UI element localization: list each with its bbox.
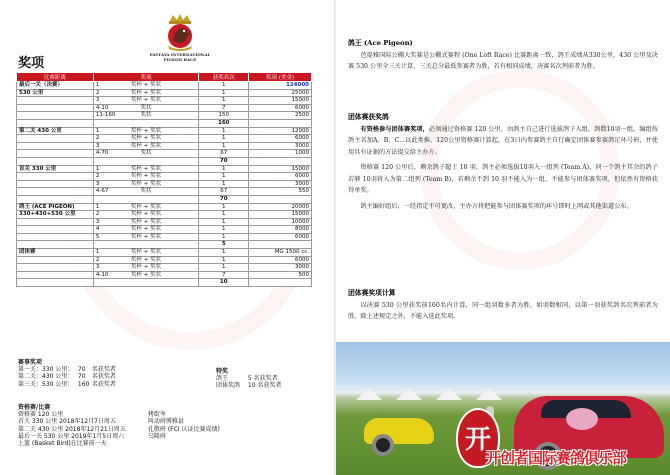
cell-rank: 5 <box>95 233 100 240</box>
photo-tent <box>436 388 462 400</box>
cell-amount: 550 <box>249 188 312 196</box>
calc-heading: 团体赛奖项计算 <box>348 289 396 297</box>
cell-rank: 2 <box>95 173 100 180</box>
cell-category <box>17 97 94 105</box>
prize-row <box>17 241 312 249</box>
cell-places: 1 <box>199 97 249 105</box>
cell-prize-text: 奖杯 + 奖状 <box>131 211 162 218</box>
cell-category: 最后一关（决赛） <box>17 82 94 90</box>
schedule-row <box>18 433 318 440</box>
cell-places: 1 <box>199 135 249 143</box>
cell-rank: 2 <box>95 211 100 218</box>
summary-c: 名获奖者 <box>91 380 116 388</box>
cell-amount <box>249 279 312 287</box>
schedule-b: 叫动府博雅县 <box>147 418 184 426</box>
schedule-row <box>18 426 318 433</box>
schedule-b: 孔敬府 (FCI 认证比赛成绩) <box>147 425 220 433</box>
cell-prize <box>93 135 199 143</box>
prize-row <box>17 165 312 173</box>
photo-tent <box>396 388 422 400</box>
cell-prize-text: 奖状 <box>140 150 152 157</box>
cell-category <box>17 195 94 203</box>
cell-prize <box>93 249 199 257</box>
cell-category <box>17 271 94 279</box>
schedule-a: 首关 330 公里 2018年12月7日周五 <box>18 418 116 426</box>
prize-row <box>17 97 312 105</box>
cell-category <box>17 218 94 226</box>
team-paragraph-2: 资格赛 120 公里后，剩余鸽子超于 10 羽，鸽主必须选拔10羽入一组列 (Team A)，同一个鸽主其余的鸽子若够 10羽将入为第二组列 (Team B)，若剩余不到 10 羽不能入为一组，不能参与团体赛奖项，但依然有资格获得单奖。 <box>348 164 658 194</box>
prize-row <box>17 249 312 257</box>
cell-prize <box>93 157 199 165</box>
cell-places: 67 <box>199 150 249 158</box>
special-a: 鸽王 <box>216 375 229 383</box>
prize-row <box>17 218 312 226</box>
special-row <box>216 382 316 389</box>
club-name: 开创者国际赛鸽俱乐部 <box>486 449 627 467</box>
summary-b: 160 <box>77 380 90 388</box>
summary-row <box>18 373 198 380</box>
prize-row <box>17 127 312 135</box>
schedule-a: 最后一关 530 公里 2019年1月5日周六 <box>18 432 125 440</box>
cell-amount: 15000 <box>249 165 312 173</box>
summary-c: 名获奖者 <box>91 373 116 381</box>
cell-amount <box>249 157 312 165</box>
cell-prize-text: 奖状 <box>140 104 152 111</box>
prize-row <box>17 180 312 188</box>
cell-rank: 4-70 <box>95 150 109 157</box>
schedule-row <box>18 440 318 447</box>
photo-tent <box>476 388 502 400</box>
cell-places: 1 <box>199 180 249 188</box>
cell-prize-text: 奖杯 + 奖状 <box>131 165 162 172</box>
summary-b: 70 <box>77 373 86 381</box>
cell-category <box>17 142 94 150</box>
cell-rank: 1 <box>95 127 100 134</box>
cell-prize <box>93 188 199 196</box>
cell-rank: 1 <box>95 249 100 256</box>
prize-row <box>17 271 312 279</box>
calc-paragraph: 以决赛 530 公里获奖前160名内计算，同一组羽数多者为胜，如羽数相同，以第一羽获奖鸽名次列前者为胜。除上述规定之外，不能入选此奖项。 <box>348 301 658 320</box>
summary-a: 第二关：430 公里： <box>18 373 74 381</box>
cell-amount: 6000 <box>249 173 312 181</box>
cell-places: 1 <box>199 233 249 241</box>
cell-amount: 20000 <box>249 203 312 211</box>
event-summary-title: 赛事奖项 <box>18 359 43 366</box>
cell-places: 160 <box>199 119 249 127</box>
logo-line-1: PATTAYA INTERNATIONAL <box>149 52 211 57</box>
cell-category <box>17 104 94 112</box>
cell-category <box>17 112 94 120</box>
cell-amount <box>249 195 312 203</box>
cell-places: 1 <box>199 165 249 173</box>
special-awards-title: 特奖 <box>216 368 229 375</box>
cell-category <box>17 188 94 196</box>
cell-amount: MG 1500 cc. <box>249 249 312 257</box>
cell-amount: 2500 <box>249 112 312 120</box>
cell-prize <box>93 241 199 249</box>
cell-category: 330+430+530 公里 <box>17 211 94 219</box>
team-paragraph-1-body: 必须通过资格赛 120 公里，由鸽主自己进行选拔鸽子入组，鸽数10羽一组，编组按鸽主名加A、B、C...以此类推，120公里资格赛计算起，在3日内参赛鸽主自行确定团体赛参赛鸽足环号码，并使用具有证据的方法提交给主办方。 <box>348 125 658 156</box>
cell-prize-text: 奖杯 + 奖状 <box>131 226 162 233</box>
cell-places: 1 <box>199 264 249 272</box>
cell-category <box>17 279 94 287</box>
cell-places: 70 <box>199 157 249 165</box>
cell-category: 530 公里 <box>17 89 94 97</box>
col-header-amount: 奖项 (美金) <box>249 73 312 82</box>
cell-category: 团体赛 <box>17 249 94 257</box>
prize-row <box>17 188 312 196</box>
prize-row <box>17 279 312 287</box>
cell-rank: 4-67 <box>95 188 109 195</box>
cell-prize-text: 奖杯 + 奖状 <box>131 233 162 240</box>
cell-prize-text: 奖杯 + 奖状 <box>131 173 162 180</box>
ace-section <box>348 38 658 73</box>
cell-places: 1 <box>199 89 249 97</box>
prize-row <box>17 173 312 181</box>
cell-rank: 1 <box>95 165 100 172</box>
cell-places: 5 <box>199 241 249 249</box>
cell-category <box>17 233 94 241</box>
prize-row <box>17 256 312 264</box>
prize-row <box>17 150 312 158</box>
schedule-a: 资格赛 120 公里 <box>18 411 64 419</box>
cell-amount: 15000 <box>249 97 312 105</box>
club-seal-icon: 开 <box>456 408 500 468</box>
cell-prize <box>93 104 199 112</box>
special-b: 10 名获奖者 <box>247 382 282 390</box>
cell-category <box>17 173 94 181</box>
cell-rank: 3 <box>95 97 100 104</box>
cell-prize-text: 奖状 <box>140 188 152 195</box>
cell-amount: 12000 <box>249 127 312 135</box>
cell-prize <box>93 195 199 203</box>
cell-prize-text: 奖杯 + 奖状 <box>131 97 162 104</box>
cell-category <box>17 241 94 249</box>
cell-rank: 1 <box>95 203 100 210</box>
photo-wheel <box>372 434 394 456</box>
cell-places: 1 <box>199 127 249 135</box>
cell-category <box>17 256 94 264</box>
cell-prize-text: 奖杯 + 奖状 <box>131 218 162 225</box>
cell-prize <box>93 264 199 272</box>
cell-amount: 124000 <box>249 82 312 90</box>
schedule-b: 乌隆府 <box>147 432 166 440</box>
race-logo <box>138 12 222 72</box>
cell-rank: 3 <box>95 264 100 271</box>
summary-a: 第一关：330 公里： <box>18 366 74 374</box>
cell-amount: 500 <box>249 271 312 279</box>
cell-prize <box>93 233 199 241</box>
cell-amount: 6000 <box>249 233 312 241</box>
prize-row <box>17 264 312 272</box>
prize-row <box>17 82 312 90</box>
cell-prize <box>93 279 199 287</box>
cell-amount: 10000 <box>249 218 312 226</box>
col-header-prize: 奖项 <box>93 73 199 82</box>
prize-row <box>17 157 312 165</box>
cell-prize <box>93 256 199 264</box>
cell-amount: 1000 <box>249 150 312 158</box>
logo-line-2: PIGEON RACE <box>163 57 197 62</box>
cell-category <box>17 226 94 234</box>
cell-category <box>17 180 94 188</box>
prize-row <box>17 135 312 143</box>
prize-row <box>17 211 312 219</box>
col-header-places: 获奖名次 <box>199 73 249 82</box>
col-header-distance: 比赛距离 <box>17 73 94 82</box>
cell-places: 1 <box>199 173 249 181</box>
prizes-title: 奖项 <box>18 56 45 71</box>
cell-prize <box>93 82 199 90</box>
cell-places: 70 <box>199 195 249 203</box>
cell-prize-text: 奖杯 + 奖状 <box>131 82 162 88</box>
prize-table-header <box>17 73 312 82</box>
team-paragraph-1-lead: 有资格参与团体赛奖项， <box>360 125 429 133</box>
cell-rank: 1 <box>95 82 100 88</box>
cell-prize <box>93 226 199 234</box>
cell-places: 7 <box>199 104 249 112</box>
cell-amount: 3000 <box>249 142 312 150</box>
cell-category: 首关 330 公里 <box>17 165 94 173</box>
cell-amount: 25000 <box>249 89 312 97</box>
schedule-b: 拷街岑 <box>147 411 166 419</box>
cell-places: 1 <box>199 82 249 90</box>
cell-prize-text: 奖杯 + 奖状 <box>131 180 162 187</box>
cell-amount: 15000 <box>249 211 312 219</box>
cell-places: 1 <box>199 249 249 257</box>
cell-amount: 8000 <box>249 226 312 234</box>
cell-places: 1 <box>199 226 249 234</box>
prize-row <box>17 104 312 112</box>
prize-table-body <box>17 82 312 287</box>
cell-amount: 6000 <box>249 256 312 264</box>
cell-category: 第二关 430 公里 <box>17 127 94 135</box>
cell-prize <box>93 112 199 120</box>
cell-rank: 3 <box>95 218 100 225</box>
cell-prize <box>93 173 199 181</box>
cell-rank: 2 <box>95 89 100 96</box>
photo-tent <box>356 388 382 400</box>
cell-amount <box>249 241 312 249</box>
summary-c: 名获奖者 <box>91 366 116 374</box>
cell-prize-text: 奖状 <box>140 112 152 119</box>
prize-row <box>17 203 312 211</box>
cell-category <box>17 119 94 127</box>
cell-places: 150 <box>199 112 249 120</box>
schedule-a: 上篮 (Basket Bird)在比赛前一天 <box>18 440 107 448</box>
cell-prize <box>93 218 199 226</box>
crown-pigeon-logo-icon <box>160 12 200 52</box>
cell-category <box>17 135 94 143</box>
cell-prize-text: 奖杯 + 奖状 <box>131 271 162 278</box>
cell-prize-text: 奖杯 + 奖状 <box>131 249 162 256</box>
cell-rank: 2 <box>95 135 100 142</box>
cell-amount: 6000 <box>249 104 312 112</box>
cell-prize-text: 奖杯 + 奖状 <box>131 89 162 96</box>
ace-heading: 鸽王 (Ace Pigeon) <box>348 39 413 47</box>
cell-rank: 3 <box>95 142 100 149</box>
cell-prize <box>93 119 199 127</box>
cell-prize <box>93 203 199 211</box>
cell-rank: 3 <box>95 180 100 187</box>
cell-amount: 6000 <box>249 135 312 143</box>
cell-prize <box>93 165 199 173</box>
special-awards <box>216 368 316 390</box>
cell-prize <box>93 89 199 97</box>
cell-prize <box>93 150 199 158</box>
summary-b: 70 <box>77 366 86 374</box>
prize-row <box>17 119 312 127</box>
cell-category <box>17 157 94 165</box>
cell-places: 1 <box>199 203 249 211</box>
team-paragraph-3: 鸽主编好组后，一经指定不可更改，主办方将把能参与团体赛奖项的环号即时上网或其他渠道公布。 <box>360 202 633 210</box>
special-b: 5 名获奖者 <box>247 375 278 383</box>
cell-places: 7 <box>199 271 249 279</box>
cell-places: 1 <box>199 256 249 264</box>
ace-paragraph: 芭提雅国际公棚大奖赛是公棚式赛程 (One Loft Race) 比赛距离一致，鸽王成绩从330公里，430 公里及决赛 530 公里全三关计算，三关总分最低参赛者为胜，若有相同成绩，决赛名次列前者为胜。 <box>348 51 658 70</box>
cell-rank: 11-160 <box>95 112 116 119</box>
cell-prize-text: 奖杯 + 奖状 <box>131 203 162 210</box>
cell-prize <box>93 97 199 105</box>
cell-places: 1 <box>199 142 249 150</box>
cell-category: 鸽王 (ACE PIGEON) <box>17 203 94 211</box>
cell-places: 1 <box>199 211 249 219</box>
prize-row <box>17 226 312 234</box>
cell-prize <box>93 180 199 188</box>
special-a: 团体奖鸽 <box>216 382 241 390</box>
prize-row <box>17 112 312 120</box>
team-heading: 团体赛获奖鸽 <box>348 113 389 121</box>
cell-prize <box>93 271 199 279</box>
cell-rank: 4-10 <box>95 271 109 278</box>
cell-amount: 3000 <box>249 180 312 188</box>
cell-prize-text: 奖杯 + 奖状 <box>131 127 162 134</box>
cell-rank: 4 <box>95 226 100 233</box>
prize-row <box>17 142 312 150</box>
cell-category <box>17 264 94 272</box>
cell-places: 67 <box>199 188 249 196</box>
cell-amount <box>249 119 312 127</box>
cell-category <box>17 150 94 158</box>
race-schedule-title: 资格赛/比赛 <box>18 404 51 411</box>
cell-amount: 3000 <box>249 264 312 272</box>
race-schedule <box>18 404 318 447</box>
cell-rank: 2 <box>95 256 100 263</box>
cell-prize-text: 奖杯 + 奖状 <box>131 135 162 142</box>
cell-rank: 4-10 <box>95 104 109 111</box>
prize-row <box>17 89 312 97</box>
calc-section <box>348 288 658 323</box>
prize-row <box>17 233 312 241</box>
photo-flower-ribbon <box>566 408 598 430</box>
cell-prize-text: 奖杯 + 奖状 <box>131 256 162 263</box>
prize-row <box>17 195 312 203</box>
cell-prize <box>93 142 199 150</box>
team-paragraph-1 <box>348 124 658 159</box>
cell-prize <box>93 127 199 135</box>
cell-prize <box>93 211 199 219</box>
cell-places: 1 <box>199 218 249 226</box>
schedule-row <box>18 418 318 425</box>
schedule-a: 第二关 430 公里 2018年12月21日周五 <box>18 425 126 433</box>
prize-table <box>16 72 312 287</box>
summary-a: 第三关：530 公里： <box>18 380 74 388</box>
summary-row <box>18 381 198 388</box>
team-section <box>348 112 658 212</box>
cell-prize-text: 奖杯 + 奖状 <box>131 264 162 271</box>
cell-places: 10 <box>199 279 249 287</box>
event-summary <box>18 359 198 388</box>
cell-prize-text: 奖杯 + 奖状 <box>131 142 162 149</box>
